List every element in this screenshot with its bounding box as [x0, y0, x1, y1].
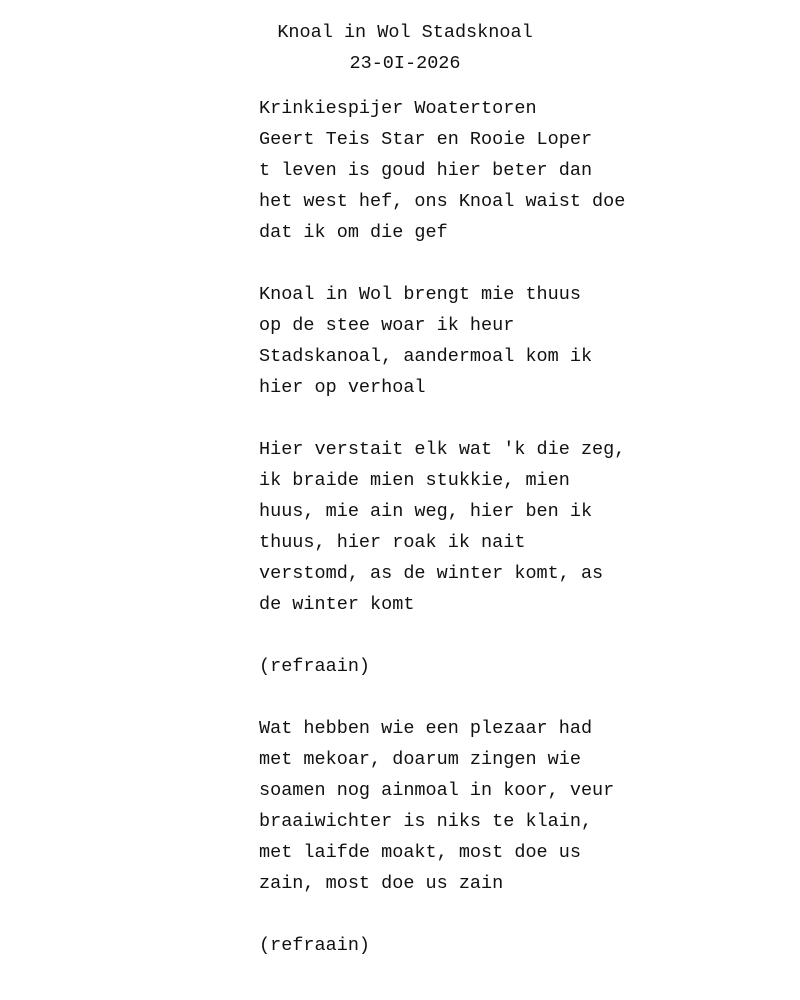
- lyric-line: de winter komt: [259, 594, 415, 615]
- lyric-line: Knoal in Wol brengt mie thuus: [259, 284, 581, 305]
- document-title: Knoal in Wol Stadsknoal: [277, 22, 533, 43]
- lyric-line: hier op verhoal: [259, 377, 426, 398]
- stanza-break: [259, 899, 625, 930]
- stanza-break: [259, 620, 625, 651]
- lyric-line: met mekoar, doarum zingen wie: [259, 749, 581, 770]
- lyric-line: (refraain): [259, 656, 371, 677]
- lyric-line: het west hef, ons Knoal waist doe: [259, 191, 626, 212]
- stanza-break: [259, 403, 625, 434]
- lyric-line: thuus, hier roak ik nait: [259, 532, 526, 553]
- lyric-line: dat ik om die gef: [259, 222, 448, 243]
- lyric-line: (refraain): [259, 935, 371, 956]
- lyric-line: huus, mie ain weg, hier ben ik: [259, 501, 593, 522]
- stanza-break: [259, 248, 625, 279]
- lyric-line: Geert Teis Star en Rooie Loper: [259, 129, 593, 150]
- lyric-line: Hier verstait elk wat 'k die zeg,: [259, 439, 626, 460]
- lyric-line: braaiwichter is niks te klain,: [259, 811, 593, 832]
- document-date: 23-0I-2026: [349, 53, 461, 74]
- lyrics-body: [259, 93, 625, 961]
- lyric-line: Stadskanoal, aandermoal kom ik: [259, 346, 593, 367]
- stanza-break: [259, 682, 625, 713]
- lyric-line: soamen nog ainmoal in koor, veur: [259, 780, 615, 801]
- lyric-line: ik braide mien stukkie, mien: [259, 470, 570, 491]
- lyric-line: Krinkiespijer Woatertoren: [259, 98, 537, 119]
- lyric-line: op de stee woar ik heur: [259, 315, 515, 336]
- lyric-line: Wat hebben wie een plezaar had: [259, 718, 593, 739]
- document-header: [0, 17, 800, 79]
- lyric-line: t leven is goud hier beter dan: [259, 160, 593, 181]
- lyric-line: zain, most doe us zain: [259, 873, 504, 894]
- lyric-line: met laifde moakt, most doe us: [259, 842, 581, 863]
- lyric-line: verstomd, as de winter komt, as: [259, 563, 604, 584]
